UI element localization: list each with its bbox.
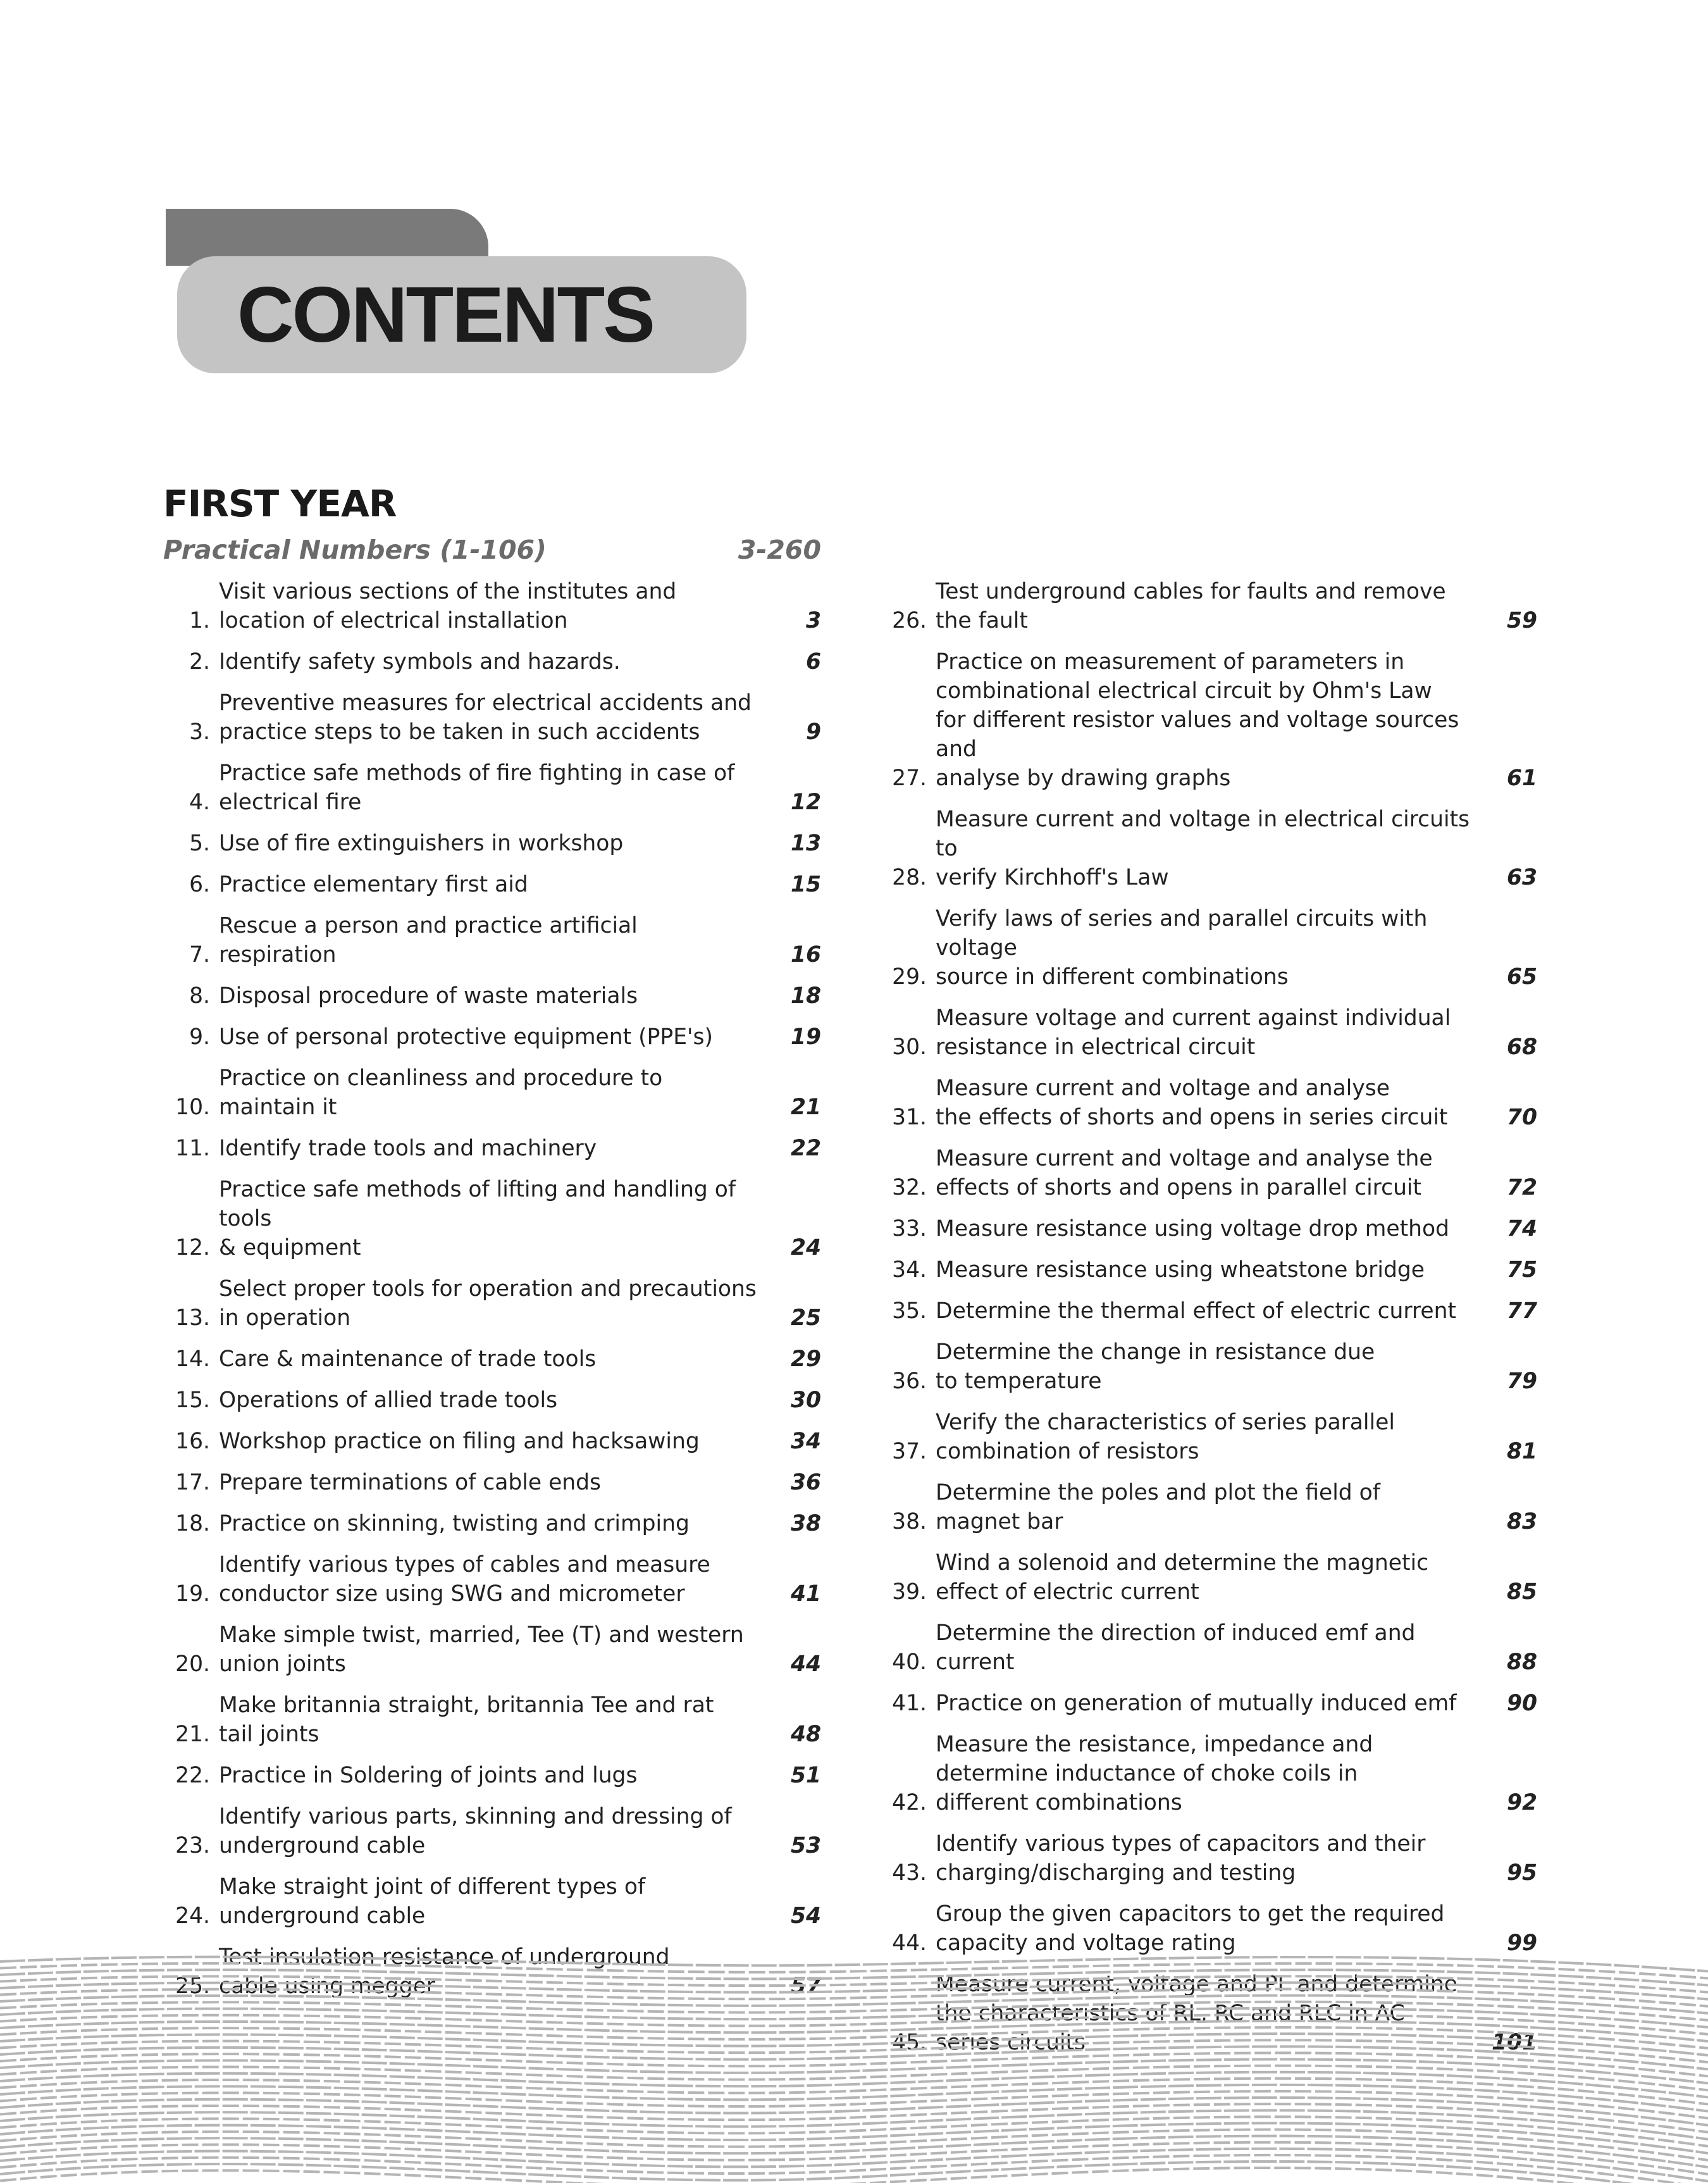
toc-entry-page: 44 <box>790 1651 821 1677</box>
toc-entry-page: 41 <box>790 1581 821 1607</box>
toc-entry-title: Practice elementary first aid <box>219 872 528 897</box>
toc-entry-number: 23. <box>175 1833 210 1858</box>
toc-entry <box>166 1386 821 1415</box>
toc-entry-number: 21. <box>175 1722 210 1747</box>
toc-entry-title: Measure current and voltage and analyse the effects of shorts and opens in parallel circuit <box>936 1146 1433 1200</box>
toc-entry-page: 92 <box>1506 1790 1537 1815</box>
toc-entry-title: Make britannia straight, britannia Tee and rat tail joints <box>219 1693 714 1747</box>
section-subtitle: Practical Numbers (1-106) <box>163 535 547 565</box>
toc-entry-number: 3. <box>189 719 210 745</box>
toc-entry-number: 36. <box>892 1369 927 1394</box>
toc-entry <box>882 1689 1537 1718</box>
toc-entry-title: Practice safe methods of fire fighting in case of electrical fire <box>219 761 735 815</box>
toc-entry-title: Determine the direction of induced emf and current <box>936 1620 1416 1675</box>
toc-entry-page: 19 <box>790 1024 821 1050</box>
toc-entry <box>166 1872 821 1931</box>
toc-entry <box>882 1214 1537 1243</box>
toc-entry-title: Use of personal protective equipment (PPE's) <box>219 1024 713 1050</box>
toc-entry-title: Make straight joint of different types of underground cable <box>219 1874 646 1929</box>
toc-entry-number: 42. <box>892 1790 927 1815</box>
toc-entry-page: 29 <box>790 1346 821 1372</box>
toc-entry-page: 59 <box>1506 608 1537 633</box>
toc-entry-title: Workshop practice on filing and hacksawing <box>219 1429 700 1454</box>
toc-entry-number: 6. <box>189 872 210 897</box>
toc-entry <box>166 1802 821 1860</box>
toc-entry-page: 99 <box>1506 1931 1537 1956</box>
toc-entry-title: Wind a solenoid and determine the magnetic effect of electric current <box>936 1550 1429 1605</box>
toc-entry <box>882 1255 1537 1284</box>
toc-entry-page: 18 <box>790 983 821 1009</box>
toc-entry <box>882 904 1537 992</box>
toc-entry-number: 22. <box>175 1763 210 1788</box>
toc-entry-page: 3 <box>805 608 821 633</box>
toc-entry-number: 4. <box>189 790 210 815</box>
toc-entry-number: 30. <box>892 1035 927 1060</box>
toc-entry <box>166 911 821 969</box>
toc-entry <box>882 1829 1537 1888</box>
toc-entry-number: 19. <box>175 1581 210 1607</box>
toc-entry-title: Care & maintenance of trade tools <box>219 1346 597 1372</box>
toc-entry-number: 13. <box>175 1305 210 1331</box>
toc-entry-number: 25. <box>175 1974 210 1999</box>
toc-entry-number: 31. <box>892 1105 927 1130</box>
toc-entry-number: 33. <box>892 1216 927 1241</box>
toc-entry-title: Practice safe methods of lifting and handling of tools & equipment <box>219 1177 736 1260</box>
toc-entry-number: 8. <box>189 983 210 1009</box>
toc-column-left <box>166 577 821 2013</box>
toc-entry-page: 54 <box>790 1903 821 1929</box>
toc-entry <box>166 829 821 858</box>
toc-entry <box>166 1509 821 1538</box>
toc-entry-number: 43. <box>892 1860 927 1886</box>
toc-entry-page: 34 <box>790 1429 821 1454</box>
toc-entry-page: 6 <box>805 649 821 675</box>
toc-entry <box>882 1297 1537 1326</box>
toc-entry <box>882 1408 1537 1466</box>
toc-entry <box>166 1761 821 1790</box>
toc-entry-page: 48 <box>790 1722 821 1747</box>
toc-entry <box>882 1730 1537 1817</box>
toc-entry-page: 36 <box>790 1470 821 1495</box>
toc-entry-number: 38. <box>892 1509 927 1534</box>
section-subtitle-row <box>163 535 821 565</box>
toc-entry-title: Rescue a person and practice artificial respiration <box>219 913 638 967</box>
toc-entry <box>882 1338 1537 1396</box>
toc-entry <box>166 577 821 635</box>
toc-entry-title: Make simple twist, married, Tee (T) and western union joints <box>219 1622 744 1677</box>
toc-entry-title: Use of fire extinguishers in workshop <box>219 831 624 856</box>
toc-entry <box>166 1620 821 1679</box>
toc-entry <box>166 1064 821 1122</box>
toc-entry-title: Practice on skinning, twisting and crimping <box>219 1511 690 1536</box>
toc-entry-page: 68 <box>1506 1035 1537 1060</box>
toc-entry-title: Select proper tools for operation and precautions in operation <box>219 1276 757 1331</box>
toc-entry-number: 15. <box>175 1388 210 1413</box>
toc-entry-title: Prepare terminations of cable ends <box>219 1470 602 1495</box>
toc-entry-number: 11. <box>175 1136 210 1161</box>
toc-column-right <box>882 577 1537 2069</box>
toc-entry-number: 1. <box>189 608 210 633</box>
toc-entry-number: 35. <box>892 1298 927 1324</box>
toc-entry-title: Identify various types of cables and measure conductor size using SWG and micrometer <box>219 1552 710 1607</box>
toc-entry-title: Measure voltage and current against individual resistance in electrical circuit <box>936 1005 1451 1060</box>
toc-entry <box>166 1427 821 1456</box>
toc-entry-title: Practice on cleanliness and procedure to maintain it <box>219 1066 663 1120</box>
toc-entry-number: 34. <box>892 1257 927 1283</box>
toc-entry-title: Test underground cables for faults and remove the fault <box>936 579 1446 633</box>
toc-entry-number: 44. <box>892 1931 927 1956</box>
toc-entry-title: Measure resistance using voltage drop method <box>936 1216 1450 1241</box>
toc-entry-page: 79 <box>1506 1369 1537 1394</box>
toc-entry <box>166 981 821 1011</box>
toc-entry-number: 20. <box>175 1651 210 1677</box>
toc-entry-page: 53 <box>790 1833 821 1858</box>
toc-entry-number: 37. <box>892 1439 927 1464</box>
section-title: FIRST YEAR <box>163 482 397 525</box>
toc-entry-page: 70 <box>1506 1105 1537 1130</box>
toc-entry <box>166 1550 821 1608</box>
toc-entry-number: 16. <box>175 1429 210 1454</box>
toc-entry-page: 57 <box>790 1974 821 1999</box>
toc-entry <box>166 1175 821 1262</box>
toc-entry-title: Determine the change in resistance due to temperature <box>936 1340 1375 1394</box>
toc-entry-number: 45. <box>892 2030 927 2055</box>
toc-entry <box>166 647 821 676</box>
toc-entry-title: Disposal procedure of waste materials <box>219 983 638 1009</box>
toc-entry <box>166 1345 821 1374</box>
toc-entry-number: 12. <box>175 1235 210 1260</box>
toc-entry-page: 63 <box>1506 865 1537 890</box>
toc-entry <box>166 1274 821 1333</box>
toc-entry <box>882 1004 1537 1062</box>
toc-entry-title: Verify laws of series and parallel circuits with voltage source in different combinations <box>936 906 1428 990</box>
toc-entry-number: 26. <box>892 608 927 633</box>
toc-entry-number: 41. <box>892 1691 927 1716</box>
toc-entry-number: 32. <box>892 1175 927 1200</box>
toc-entry-page: 83 <box>1506 1509 1537 1534</box>
toc-entry-title: Identify trade tools and machinery <box>219 1136 597 1161</box>
toc-entry-title: Operations of allied trade tools <box>219 1388 558 1413</box>
toc-entry <box>166 870 821 899</box>
toc-entry <box>166 688 821 747</box>
toc-entry-page: 101 <box>1491 2030 1537 2055</box>
toc-entry <box>166 1134 821 1163</box>
toc-entry-number: 24. <box>175 1903 210 1929</box>
page-title: CONTENTS <box>237 271 653 359</box>
toc-entry-page: 81 <box>1506 1439 1537 1464</box>
toc-entry-number: 10. <box>175 1095 210 1120</box>
toc-entry-page: 51 <box>790 1763 821 1788</box>
toc-entry <box>166 1691 821 1749</box>
toc-entry-title: Measure current, voltage and PF and determine the characteristics of RL, RC and RLC in AC series circuits <box>936 1972 1457 2055</box>
toc-entry <box>882 1074 1537 1132</box>
toc-entry-page: 15 <box>790 872 821 897</box>
section-page-range: 3-260 <box>738 535 821 565</box>
toc-entry-page: 65 <box>1506 964 1537 990</box>
toc-entry-number: 5. <box>189 831 210 856</box>
toc-entry-page: 74 <box>1506 1216 1537 1241</box>
toc-entry-page: 88 <box>1506 1650 1537 1675</box>
toc-entry-title: Test insulation resistance of underground cable using megger <box>219 1944 670 1999</box>
toc-entry-number: 18. <box>175 1511 210 1536</box>
toc-entry <box>166 1023 821 1052</box>
toc-entry-page: 16 <box>790 942 821 967</box>
toc-entry-number: 17. <box>175 1470 210 1495</box>
toc-entry-title: Practice on generation of mutually induced emf <box>936 1691 1457 1716</box>
toc-entry-page: 95 <box>1506 1860 1537 1886</box>
toc-entry-page: 30 <box>790 1388 821 1413</box>
toc-entry-number: 27. <box>892 766 927 791</box>
toc-entry-title: Determine the poles and plot the field of magnet bar <box>936 1480 1380 1534</box>
toc-entry-title: Visit various sections of the institutes and location of electrical installation <box>219 579 677 633</box>
toc-entry-page: 75 <box>1506 1257 1537 1283</box>
toc-entry-number: 7. <box>189 942 210 967</box>
toc-entry-page: 61 <box>1506 766 1537 791</box>
toc-entry <box>882 1478 1537 1536</box>
toc-entry-page: 38 <box>790 1511 821 1536</box>
toc-entry-page: 85 <box>1506 1579 1537 1605</box>
toc-entry-page: 90 <box>1506 1691 1537 1716</box>
toc-entry-number: 40. <box>892 1650 927 1675</box>
toc-entry-page: 9 <box>805 719 821 745</box>
toc-entry-title: Measure current and voltage and analyse the effects of shorts and opens in series circuit <box>936 1076 1448 1130</box>
toc-entry-page: 72 <box>1506 1175 1537 1200</box>
toc-entry <box>882 805 1537 892</box>
toc-entry-number: 29. <box>892 964 927 990</box>
toc-entry-title: Measure resistance using wheatstone bridge <box>936 1257 1425 1283</box>
toc-entry <box>166 1468 821 1497</box>
toc-entry-number: 28. <box>892 865 927 890</box>
toc-entry-page: 22 <box>790 1136 821 1161</box>
contents-banner <box>177 256 746 373</box>
toc-entry-number: 14. <box>175 1346 210 1372</box>
toc-entry-page: 24 <box>790 1235 821 1260</box>
toc-entry <box>882 1548 1537 1607</box>
toc-entry-title: Group the given capacitors to get the required capacity and voltage rating <box>936 1901 1445 1956</box>
toc-entry-page: 12 <box>790 790 821 815</box>
toc-entry-title: Practice in Soldering of joints and lugs <box>219 1763 638 1788</box>
toc-entry-title: Practice on measurement of parameters in combinational electrical circuit by Ohm's Law for different resistor values and voltage sources and analyse by drawing graphs <box>936 649 1459 791</box>
toc-entry <box>166 759 821 817</box>
toc-entry-title: Identify various parts, skinning and dressing of underground cable <box>219 1804 732 1858</box>
toc-entry <box>882 1619 1537 1677</box>
toc-entry-number: 2. <box>189 649 210 675</box>
toc-entry-page: 21 <box>790 1095 821 1120</box>
toc-entry-title: Determine the thermal effect of electric current <box>936 1298 1457 1324</box>
toc-entry <box>882 647 1537 793</box>
toc-entry-title: Measure current and voltage in electrical circuits to verify Kirchhoff's Law <box>936 807 1470 890</box>
toc-entry-page: 77 <box>1506 1298 1537 1324</box>
toc-entry-page: 25 <box>790 1305 821 1331</box>
toc-entry <box>882 577 1537 635</box>
toc-entry-title: Identify various types of capacitors and their charging/discharging and testing <box>936 1831 1426 1886</box>
toc-entry <box>882 1144 1537 1202</box>
toc-entry-number: 9. <box>189 1024 210 1050</box>
toc-entry-page: 13 <box>790 831 821 856</box>
footer-wave-pattern <box>0 1949 1708 2183</box>
toc-entry-title: Identify safety symbols and hazards. <box>219 649 621 675</box>
toc-entry-title: Verify the characteristics of series parallel combination of resistors <box>936 1410 1395 1464</box>
toc-entry-title: Measure the resistance, impedance and determine inductance of choke coils in different combinations <box>936 1732 1373 1815</box>
toc-entry-number: 39. <box>892 1579 927 1605</box>
toc-entry-title: Preventive measures for electrical accidents and practice steps to be taken in such accidents <box>219 690 752 745</box>
